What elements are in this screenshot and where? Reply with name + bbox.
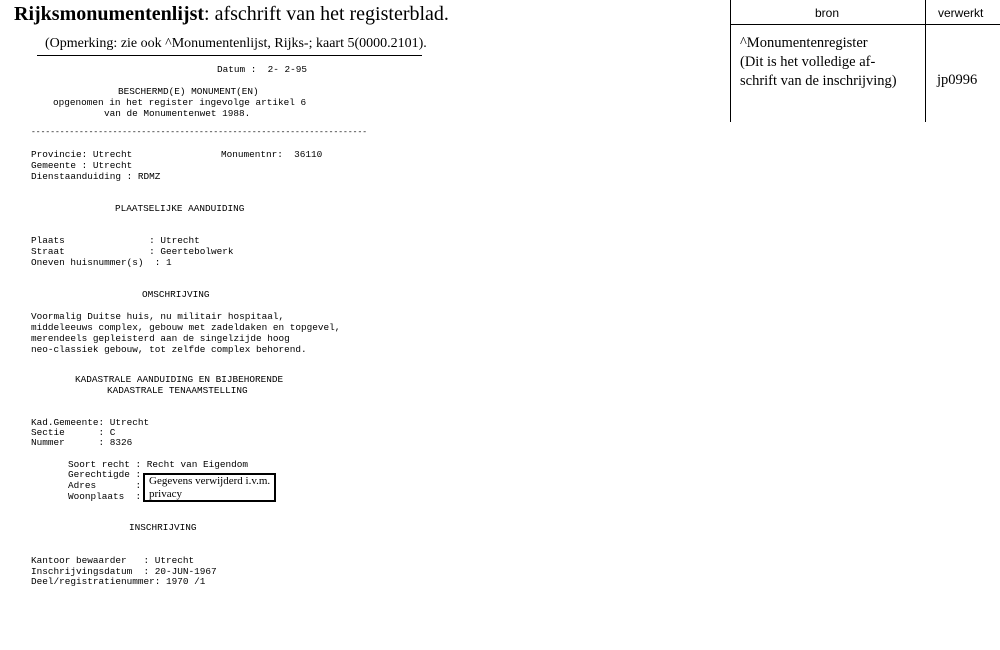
table-column-divider bbox=[925, 0, 926, 122]
huisnummer-field: Oneven huisnummer(s) : 1 bbox=[31, 257, 172, 268]
straat-field: Straat : Geertebolwerk bbox=[31, 246, 234, 257]
provincie-field: Provincie: Utrecht bbox=[31, 149, 133, 160]
adres-field: Adres : bbox=[68, 480, 142, 491]
nummer-field: Nummer : 8326 bbox=[31, 437, 133, 448]
omschrijving-line-3: merendeels gepleisterd aan de singelzijde hoog bbox=[31, 333, 290, 344]
dienst-field: Dienstaanduiding : RDMZ bbox=[31, 171, 161, 182]
privacy-redaction-box bbox=[143, 473, 276, 502]
plaats-field: Plaats : Utrecht bbox=[31, 235, 200, 246]
omschrijving-line-4: neo-classiek gebouw, tot zelfde complex behorend. bbox=[31, 344, 307, 355]
woonplaats-field: Woonplaats : bbox=[68, 491, 142, 502]
source-cell: ^Monumentenregister (Dit is het volledige af- schrift van de inschrijving) bbox=[740, 35, 897, 89]
sectie-field: Sectie : C bbox=[31, 427, 116, 438]
title-divider bbox=[37, 55, 422, 56]
source-table bbox=[730, 0, 1000, 122]
gemeente-field: Gemeente : Utrecht bbox=[31, 160, 133, 171]
plaatselijke-heading: PLAATSELIJKE AANDUIDING bbox=[115, 203, 245, 214]
kad-gemeente-field: Kad.Gemeente: Utrecht bbox=[31, 417, 150, 428]
kadastrale-heading-2: KADASTRALE TENAAMSTELLING bbox=[107, 385, 248, 396]
header-line-2: opgenomen in het register ingevolge artikel 6 bbox=[53, 97, 307, 108]
kadastrale-heading-1: KADASTRALE AANDUIDING EN BIJBEHORENDE bbox=[75, 374, 284, 385]
monumentnr-field: Monumentnr: 36110 bbox=[221, 149, 323, 160]
inschrijvingsdatum-field: Inschrijvingsdatum : 20-JUN-1967 bbox=[31, 566, 217, 577]
remark-note: (Opmerking: zie ook ^Monumentenlijst, Rijks-; kaart 5(0000.2101). bbox=[45, 36, 427, 51]
verwerkt-cell: jp0996 bbox=[937, 72, 978, 88]
registratienummer-field: Deel/registratienummer: 1970 /1 bbox=[31, 576, 206, 587]
column-header-bron: bron bbox=[815, 6, 840, 20]
table-left-border bbox=[730, 0, 731, 122]
title-rest: : afschrift van het registerblad. bbox=[204, 3, 449, 25]
header-line-3: van de Monumentenwet 1988. bbox=[104, 108, 251, 119]
table-header-rule bbox=[730, 24, 1000, 25]
header-line-1: BESCHERMD(E) MONUMENT(EN) bbox=[118, 86, 259, 97]
date-line: Datum : 2- 2-95 bbox=[217, 64, 308, 75]
column-header-verwerkt: verwerkt bbox=[938, 6, 984, 20]
inschrijving-heading: INSCHRIJVING bbox=[129, 522, 197, 533]
omschrijving-line-1: Voormalig Duitse huis, nu militair hospitaal, bbox=[31, 311, 285, 322]
soort-recht-field: Soort recht : Recht van Eigendom bbox=[68, 459, 249, 470]
separator-line: ---------------------------------------------------------------------- bbox=[31, 128, 368, 137]
gerechtigde-field: Gerechtigde : bbox=[68, 469, 142, 480]
privacy-note: Gegevens verwijderd i.v.m. privacy bbox=[149, 475, 271, 500]
title-bold: Rijksmonumentenlijst bbox=[14, 3, 205, 25]
document-title bbox=[14, 3, 449, 26]
omschrijving-heading: OMSCHRIJVING bbox=[142, 289, 210, 300]
kantoor-field: Kantoor bewaarder : Utrecht bbox=[31, 555, 195, 566]
omschrijving-line-2: middeleeuws complex, gebouw met zadeldaken en topgevel, bbox=[31, 322, 341, 333]
